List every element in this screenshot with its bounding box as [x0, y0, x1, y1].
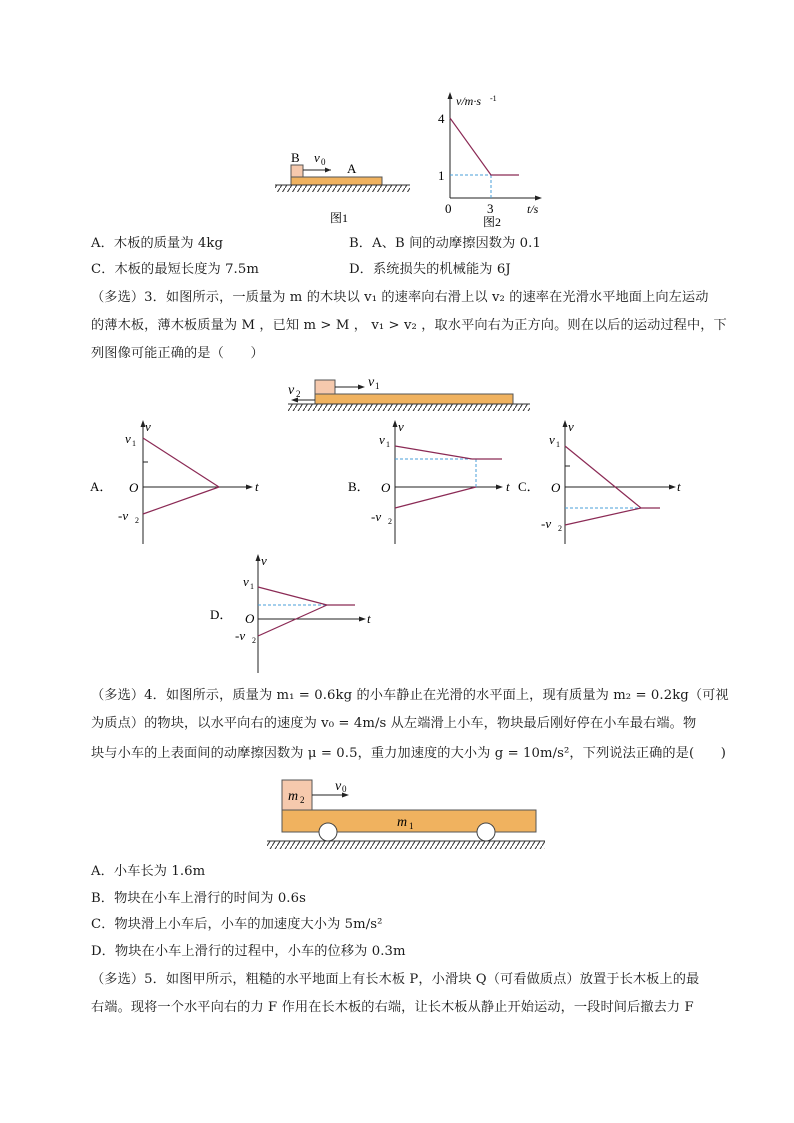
q3-block-board-diagram [280, 368, 540, 413]
figure-caption: 图1 [330, 211, 349, 225]
svg-text:1: 1 [375, 381, 380, 391]
svg-text:0: 0 [342, 784, 347, 794]
svg-text:2: 2 [558, 524, 562, 533]
svg-text:v: v [335, 779, 342, 794]
svg-text:O: O [551, 480, 561, 495]
q3-graph-d[interactable] [205, 551, 385, 676]
svg-text:1: 1 [438, 168, 445, 183]
svg-text:-1: -1 [490, 94, 497, 103]
svg-text:v: v [243, 574, 249, 589]
svg-text:v: v [145, 419, 151, 434]
svg-text:0: 0 [445, 201, 452, 216]
svg-text:2: 2 [296, 389, 301, 399]
q4-cart-diagram [262, 774, 552, 854]
board-label: A [347, 161, 357, 176]
svg-text:1: 1 [132, 439, 136, 448]
svg-text:B．: B． [348, 479, 370, 494]
block-board-diagram [270, 140, 420, 230]
q2-option-b: B．A、B 间的动摩擦因数为 0.1 [349, 236, 541, 251]
q5-stem-line-1: （多选）5．如图甲所示，粗糙的水平地面上有长木板 P，小滑块 Q（可看做质点）放置于长木板上的最 [91, 972, 700, 987]
q2-figure-2-vt-graph [435, 88, 555, 228]
svg-text:1: 1 [556, 440, 560, 449]
svg-text:v: v [568, 419, 574, 434]
q2-figure-1 [270, 140, 420, 230]
svg-text:D．: D． [210, 607, 233, 622]
svg-text:-v: -v [118, 508, 129, 523]
svg-text:-v: -v [235, 628, 246, 643]
svg-text:O: O [381, 480, 391, 495]
svg-text:t: t [255, 479, 259, 494]
q3-graph-b[interactable] [340, 417, 520, 547]
q2-option-c: C．木板的最短长度为 7.5m [91, 262, 259, 277]
svg-text:1: 1 [250, 582, 254, 591]
svg-text:2: 2 [135, 516, 139, 525]
q2-option-a: A．木板的质量为 4kg [91, 236, 224, 251]
svg-text:0: 0 [321, 157, 326, 167]
svg-text:图2: 图2 [483, 215, 502, 228]
svg-text:A．: A． [90, 479, 113, 494]
svg-text:t: t [367, 611, 371, 626]
svg-text:1: 1 [386, 440, 390, 449]
q3-graph-a[interactable] [85, 417, 285, 547]
velocity-time-chart [435, 88, 555, 228]
q2-option-d: D．系统损失的机械能为 6J [349, 262, 511, 277]
svg-text:v/m·s: v/m·s [456, 94, 481, 108]
q4-stem-line-3: 块与小车的上表面间的动摩擦因数为 μ = 0.5，重力加速度的大小为 g = 10m/s²，下列说法正确的是( ) [91, 746, 727, 761]
block-label: B [291, 150, 300, 165]
svg-text:v: v [398, 419, 404, 434]
q4-option-c: C．物块滑上小车后，小车的加速度大小为 5m/s² [91, 917, 383, 932]
svg-text:3: 3 [487, 201, 494, 216]
svg-text:v: v [288, 383, 295, 398]
svg-text:v: v [125, 431, 131, 446]
q4-option-a: A．小车长为 1.6m [91, 864, 206, 879]
svg-text:2: 2 [388, 517, 392, 526]
svg-text:v: v [379, 432, 385, 447]
q5-stem-line-2: 右端。现将一个水平向右的力 F 作用在长木板的右端，让长木板从静止开始运动，一段时间后撤去力 F [91, 1000, 694, 1015]
svg-text:C．: C． [518, 479, 540, 494]
svg-text:4: 4 [438, 111, 445, 126]
svg-text:O: O [129, 480, 139, 495]
q4-stem-line-2: 为质点）的物块，以水平向右的速度为 v₀ = 4m/s 从左端滑上小车，物块最后刚好停在小车最右端。物 [91, 716, 697, 731]
svg-text:v: v [261, 553, 267, 568]
q4-option-b: B．物块在小车上滑行的时间为 0.6s [91, 891, 306, 906]
svg-text:1: 1 [409, 821, 414, 831]
svg-text:-v: -v [541, 516, 552, 531]
q4-stem-line-1: （多选）4．如图所示，质量为 m₁ = 0.6kg 的小车静止在光滑的水平面上，现有质量为 m₂ = 0.2kg（可视 [91, 688, 729, 703]
svg-text:2: 2 [252, 636, 256, 645]
q3-stem-line-2: 的薄木板，薄木板质量为 M ，已知 m > M ， v₁ > v₂ ，取水平向右为正方向。则在以后的运动过程中，下 [91, 318, 727, 333]
svg-text:t: t [506, 479, 510, 494]
q4-option-d: D．物块在小车上滑行的过程中，小车的位移为 0.3m [91, 944, 406, 959]
svg-text:v: v [368, 375, 375, 390]
q3-stem-line-1: （多选）3．如图所示，一质量为 m 的木块以 v₁ 的速率向右滑上以 v₂ 的速率在光滑水平地面上向左运动 [91, 290, 709, 305]
q3-graph-c[interactable] [515, 417, 695, 547]
svg-text:-v: -v [371, 509, 382, 524]
svg-text:t: t [677, 479, 681, 494]
svg-text:O: O [245, 611, 255, 626]
svg-text:m: m [288, 789, 299, 804]
svg-text:2: 2 [300, 795, 305, 805]
q3-stem-line-3: 列图像可能正确的是（ ） [91, 346, 264, 361]
svg-text:v: v [549, 432, 555, 447]
svg-text:m: m [397, 815, 408, 830]
svg-text:v: v [314, 150, 320, 165]
svg-text:t/s: t/s [527, 202, 539, 216]
